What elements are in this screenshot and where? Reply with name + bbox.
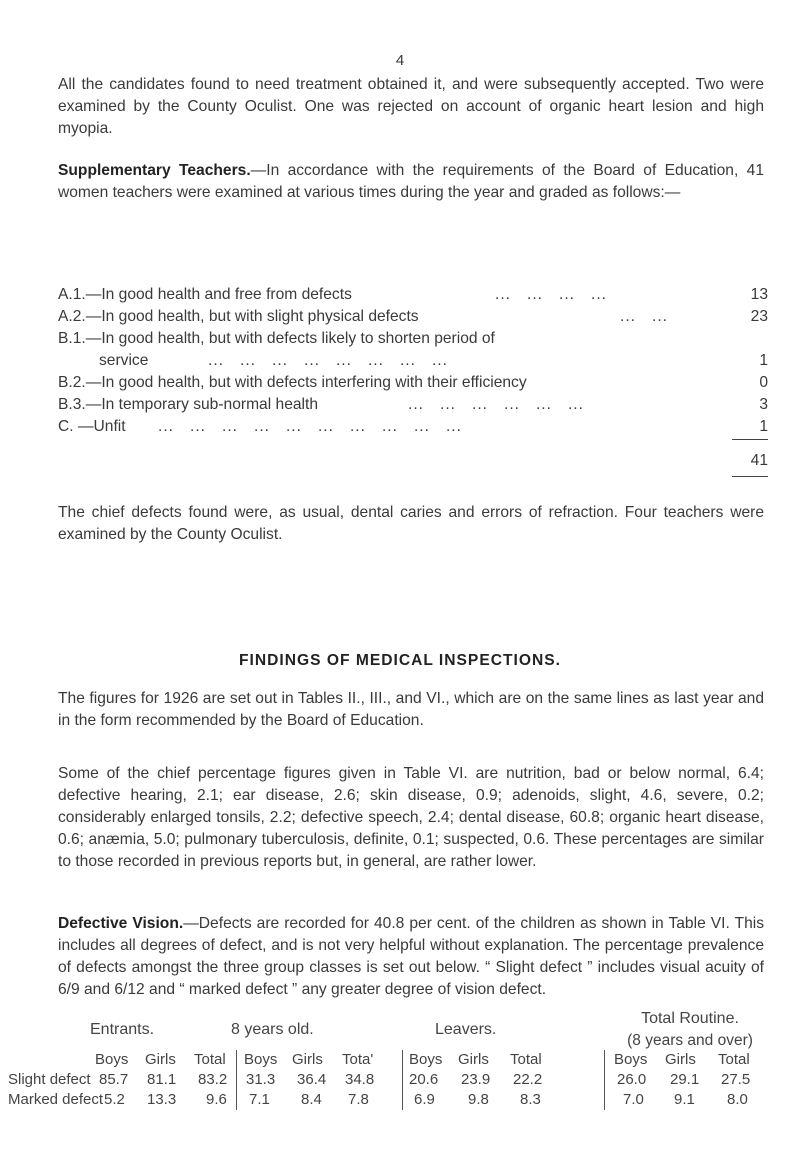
grade-desc: B.1.—In good health, but with defects likely to shorten period of: [58, 330, 495, 347]
table-cell: 8.0: [727, 1091, 748, 1108]
grade-value: 1: [759, 418, 768, 435]
table-cell: 29.1: [670, 1071, 700, 1088]
table-cell: 8.3: [520, 1091, 541, 1108]
leader-dots: ... ... ... ... ... ... ... ... ... ...: [158, 418, 462, 435]
chief-defects-paragraph: The chief defects found were, as usual, dental caries and errors of refraction. Four teachers were examined by the County Oculist.: [58, 504, 764, 543]
col-header: Boys: [95, 1051, 129, 1068]
table-cell: 7.1: [249, 1091, 270, 1108]
col-header: Boys: [409, 1051, 443, 1068]
supplementary-heading: Supplementary Teachers.: [58, 162, 251, 179]
grade-value: 3: [759, 396, 768, 413]
group-header-8-years: 8 years old.: [231, 1021, 314, 1038]
findings-heading: FINDINGS OF MEDICAL INSPECTIONS.: [239, 652, 561, 669]
table-cell: 22.2: [513, 1071, 543, 1088]
col-header: Total: [510, 1051, 542, 1068]
table-cell: 27.5: [721, 1071, 751, 1088]
col-header: Boys: [614, 1051, 648, 1068]
table-cell: 34.8: [345, 1071, 375, 1088]
leader-dots: ... ... ... ... ... ...: [408, 396, 584, 413]
intro-paragraph: All the candidates found to need treatment obtained it, and were subsequently accepted. Two were examined by the County Oculist. One was rejected on account of organic heart lesion and high myopia.: [58, 76, 764, 137]
table-cell: 8.4: [301, 1091, 322, 1108]
table-cell: 81.1: [147, 1071, 177, 1088]
grade-row: [58, 416, 768, 438]
vision-heading: Defective Vision.: [58, 915, 184, 932]
vision-paragraph: [58, 913, 764, 1001]
table-cell: 23.9: [461, 1071, 491, 1088]
grade-row: [58, 394, 768, 416]
grade-desc: B.2.—In good health, but with defects interfering with their efficiency: [58, 374, 527, 391]
group-header-sub: (8 years and over): [627, 1032, 753, 1049]
grade-row: [58, 372, 768, 394]
leader-dots: ... ...: [620, 308, 668, 325]
grade-row: [58, 306, 768, 328]
grade-row: [58, 328, 768, 350]
page-number: 4: [395, 52, 405, 69]
table-divider: [402, 1050, 403, 1110]
grade-desc: A.1.—In good health and free from defects: [58, 286, 352, 303]
grade-row: [58, 350, 768, 372]
table-cell: 7.8: [348, 1091, 369, 1108]
grade-desc: C. —Unfit: [58, 418, 126, 435]
grade-value: 13: [750, 286, 768, 303]
grade-value: 23: [750, 308, 768, 325]
grade-desc-continued: service: [99, 352, 149, 369]
row-label-marked: Marked defect: [8, 1091, 104, 1108]
total-rule: [732, 476, 768, 477]
group-header-leavers: Leavers.: [435, 1021, 497, 1038]
table-cell: 9.1: [674, 1091, 695, 1108]
group-header-entrants: Entrants.: [90, 1021, 155, 1038]
findings-paragraph-1: The figures for 1926 are set out in Tables II., III., and VI., which are on the same lines as last year and in the form recommended by the Board of Education.: [58, 690, 764, 729]
leader-dots: ... ... ... ...: [495, 286, 607, 303]
supplementary-paragraph: [58, 160, 764, 204]
col-header: Girls: [292, 1051, 323, 1068]
table-cell: 36.4: [297, 1071, 327, 1088]
leader-dots: ... ... ... ... ... ... ... ...: [208, 352, 448, 369]
grade-row: [58, 284, 768, 306]
col-header: Girls: [665, 1051, 696, 1068]
table-cell: 13.3: [147, 1091, 177, 1108]
grade-value: 1: [759, 352, 768, 369]
table-cell: 83.2: [198, 1071, 228, 1088]
findings-paragraph-2: Some of the chief percentage figures given in Table VI. are nutrition, bad or below normal, 6.4; defective hearing, 2.1; ear disease, 2.6; skin disease, 0.9; adenoids, slight, 4.6, severe, 0.2; considerably enlarged tonsils, 2.2; defective speech, 2.4; dental disease, 60.8; organic heart disease, 0.6; anæmia, 5.0; pulmonary tuberculosis, definite, 0.1; suspected, 0.6. These percentages are similar to those recorded in previous reports but, in general, are rather lower.: [58, 765, 764, 870]
col-header: Boys: [244, 1051, 278, 1068]
table-cell: 9.6: [206, 1091, 227, 1108]
grade-desc: A.2.—In good health, but with slight physical defects: [58, 308, 419, 325]
table-cell: 7.0: [623, 1091, 644, 1108]
table-cell: 85.7: [99, 1071, 129, 1088]
table-cell: 26.0: [617, 1071, 647, 1088]
col-header: Total: [718, 1051, 750, 1068]
col-header: Girls: [458, 1051, 489, 1068]
table-cell: 31.3: [246, 1071, 276, 1088]
table-cell: 9.8: [468, 1091, 489, 1108]
col-header: Total: [194, 1051, 226, 1068]
vision-text: —Defects are recorded for 40.8 per cent. of the children as shown in Table VI. This includes all degrees of defect, and is not very helpful without explanation. The percentage prevalence of defects amongst the three group classes is set out below. “ Slight defect ” includes visual acuity of 6/9 and 6/12 and “ marked defect ” any greater degree of vision defect.: [58, 915, 765, 998]
table-cell: 6.9: [414, 1091, 435, 1108]
table-divider: [236, 1050, 237, 1110]
total-rule: [732, 439, 768, 440]
grade-value: 0: [759, 374, 768, 391]
group-header-total-routine: Total Routine.: [641, 1010, 739, 1027]
row-label-slight: Slight defect: [8, 1071, 91, 1088]
table-cell: 5.2: [104, 1091, 125, 1108]
table-cell: 20.6: [409, 1071, 439, 1088]
supplementary-text: —In accordance with the requirements of the Board of Education, 41 women teachers were examined at various times during the year and graded as follows:—: [58, 162, 765, 201]
grade-desc: B.3.—In temporary sub-normal health: [58, 396, 319, 413]
grades-total: 41: [750, 452, 768, 469]
table-divider: [604, 1050, 605, 1110]
col-header: Tota': [342, 1051, 374, 1068]
col-header: Girls: [145, 1051, 176, 1068]
